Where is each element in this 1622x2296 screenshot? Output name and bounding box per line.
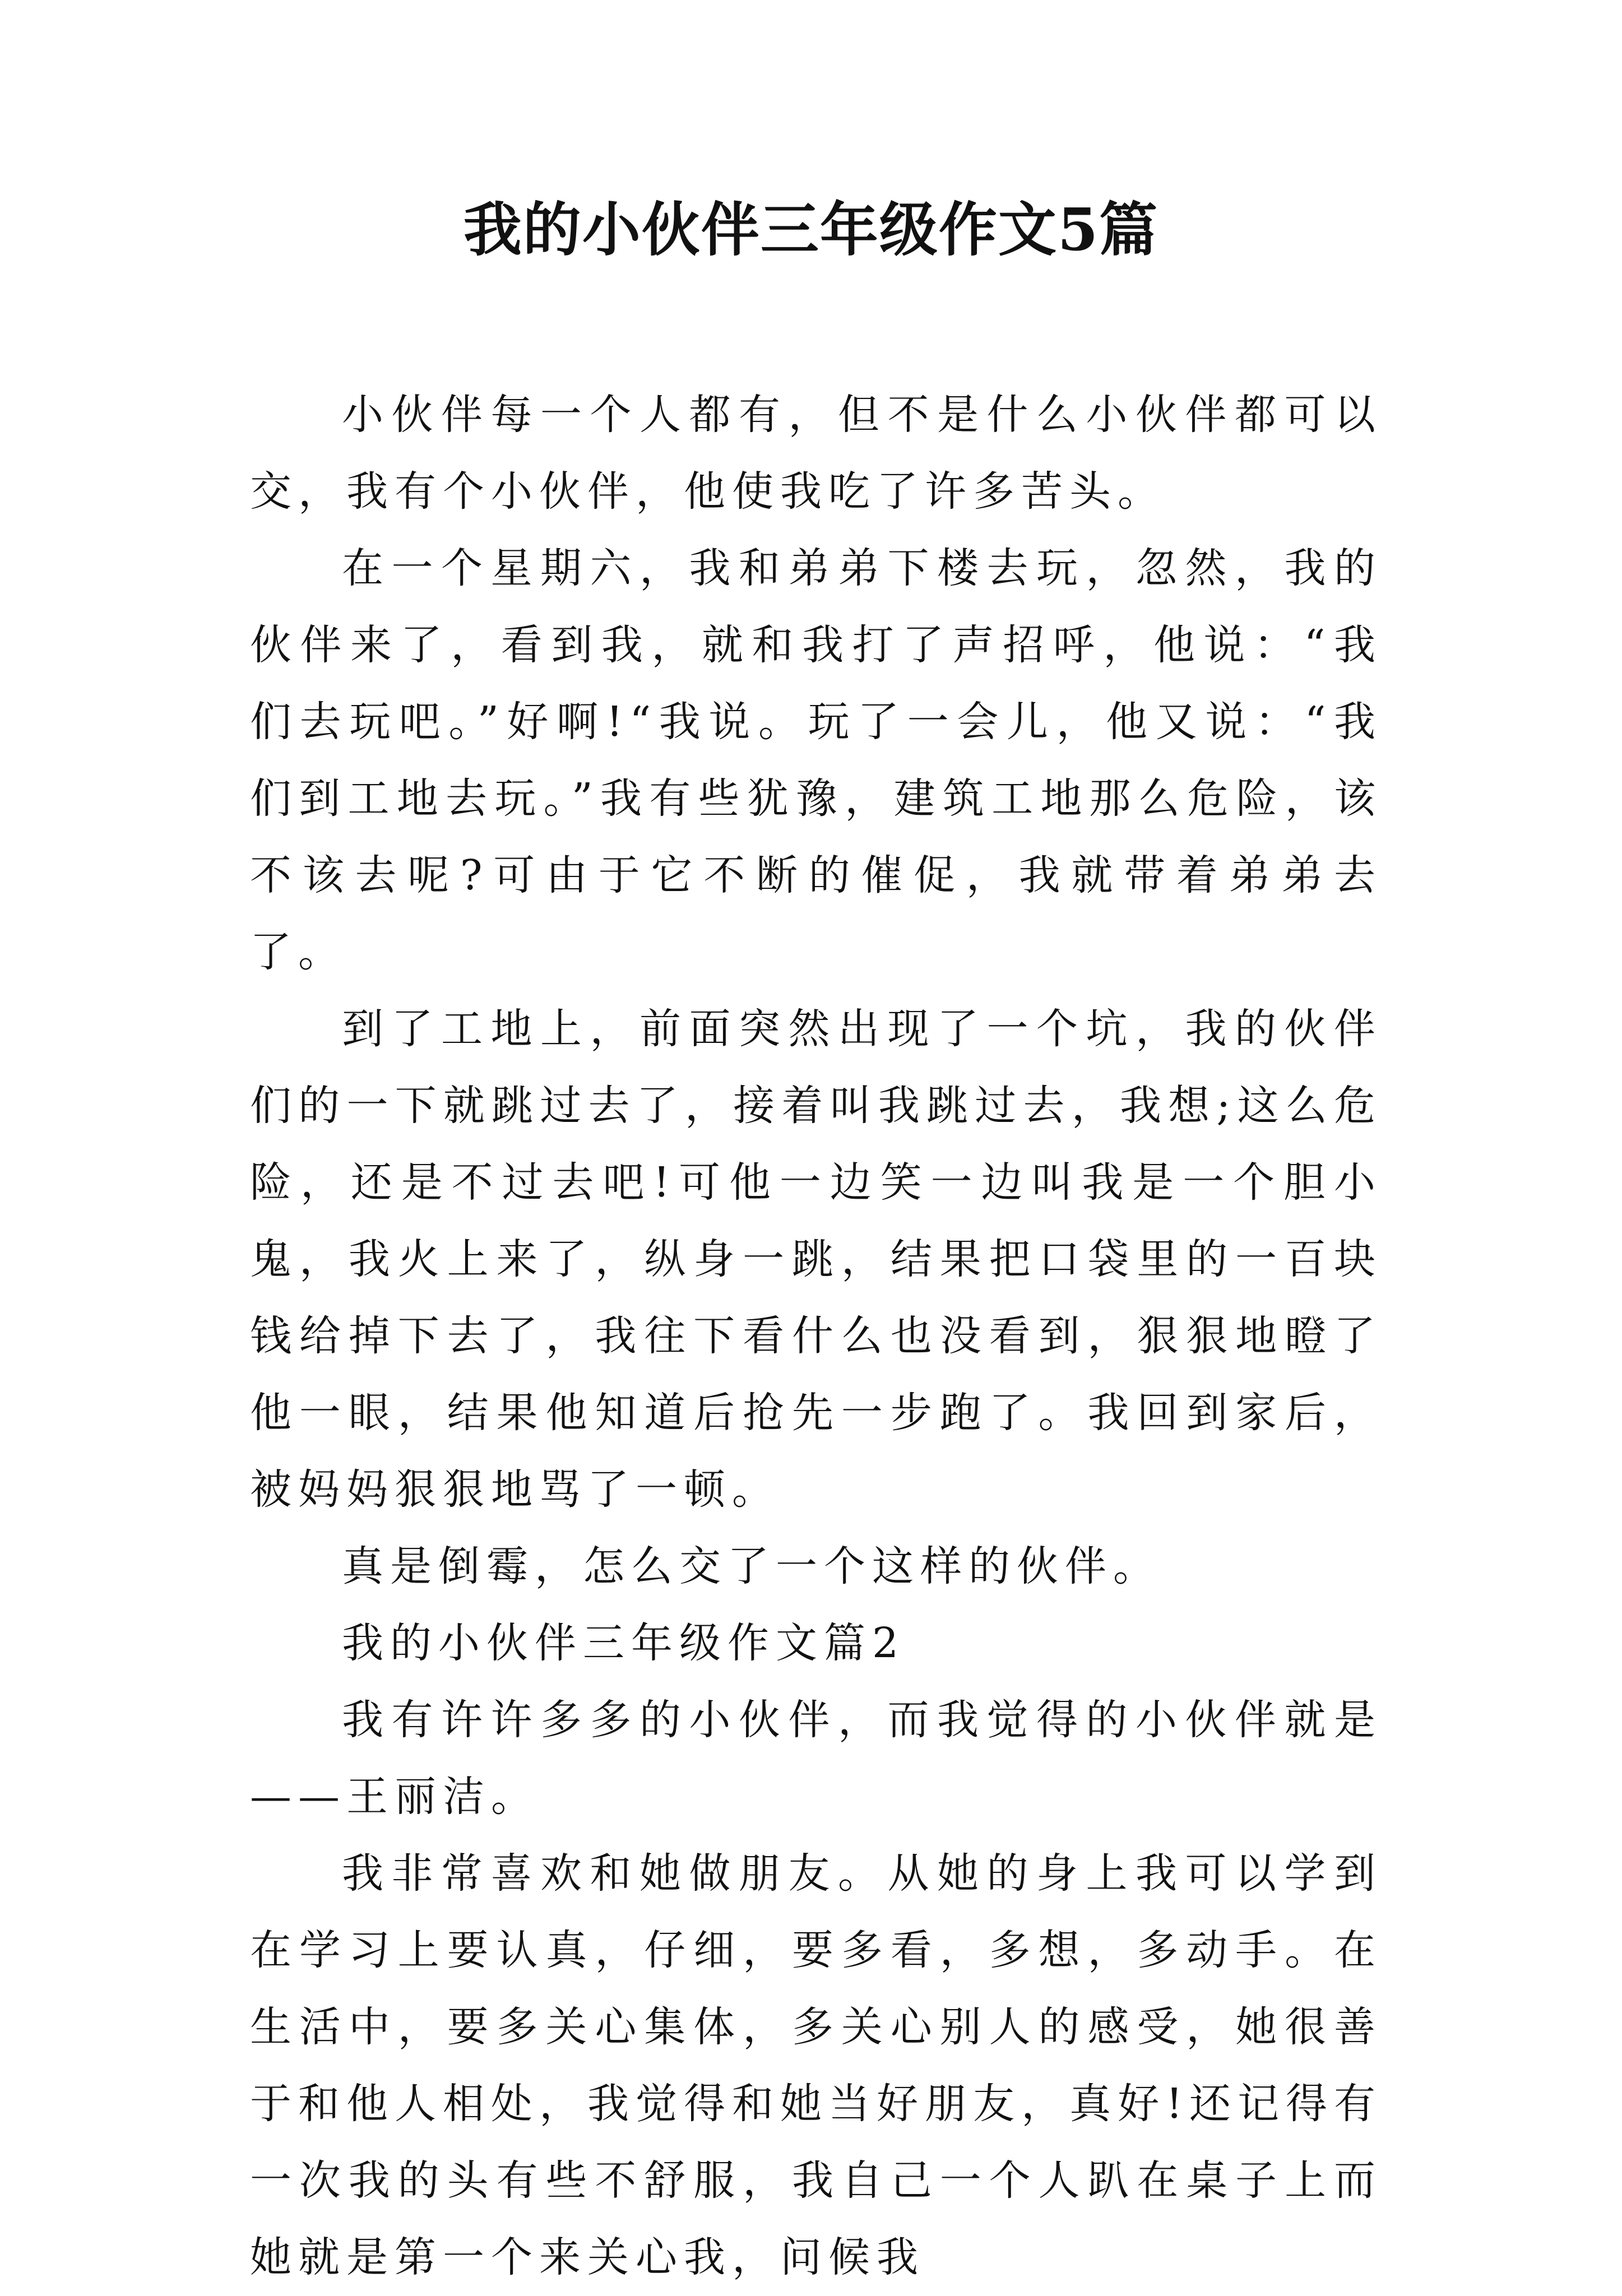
document-title: 我的小伙伴三年级作文5篇 — [463, 195, 1159, 264]
paragraph-4: 真是倒霉，怎么交了一个这样的伙伴。 — [342, 1542, 1161, 1590]
paragraph-3: 到了工地上，前面突然出现了一个坑，我的伙伴们的一下就跳过去了，接着叫我跳过去，我想;这么危险，还是不过去吧!可他一边笑一边叫我是一个胆小鬼，我火上来了，纵身一跳，结果把口袋里的一百块钱给掉下去了，我往下看什么也没看到，狠狠地瞪了他一眼，结果他知道后抢先一步跑了。我回到家后，被妈妈狠狠地骂了一顿。 — [250, 1005, 1382, 1514]
paragraph-6: 我非常喜欢和她做朋友。从她的身上我可以学到在学习上要认真，仔细，要多看，多想，多动手。在生活中，要多关心集体，多关心别人的感受，她很善于和他人相处，我觉得和她当好朋友，真好!还记得有一次我的头有些不舒服，我自己一个人趴在桌子上而她就是第一个来关心我，问候我 — [250, 1849, 1382, 2281]
section-heading-2: 我的小伙伴三年级作文篇2 — [342, 1619, 906, 1667]
paragraph-1: 小伙伴每一个人都有，但不是什么小伙伴都可以交，我有个小伙伴，他使我吃了许多苦头。 — [250, 391, 1382, 516]
paragraph-5: 我有许许多多的小伙伴，而我觉得的小伙伴就是——王丽洁。 — [250, 1696, 1382, 1821]
document-body — [250, 377, 1382, 2296]
paragraph-2: 在一个星期六，我和弟弟下楼去玩，忽然，我的伙伴来了，看到我，就和我打了声招呼，他说：“我们去玩吧。”好啊!“我说。玩了一会儿，他又说：“我们到工地去玩。”我有些犹豫，建筑工地那么危险，该不该去呢?可由于它不断的催促，我就带着弟弟去了。 — [250, 544, 1382, 976]
